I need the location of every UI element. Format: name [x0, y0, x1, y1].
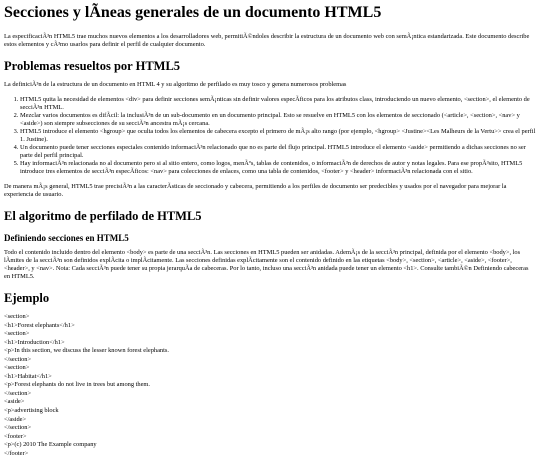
section-heading-problems: Problemas resueltos por HTML5 — [4, 59, 181, 73]
section-heading-algorithm: El algoritmo de perfilado de HTML5 — [4, 209, 202, 223]
problems-intro-paragraph: La definiciÃ³n de la estructura de un documento en HTML 4 y su algoritmo de perfilado es muy tosco y genera numerosos problemas — [4, 81, 347, 88]
problems-closing-paragraph: De manera mÃ¡s general, HTML5 trae precisiÃ³n a las caracterÃsticas de seccionado y cabecera, permitiendo a los perfiles de documento ser predecibles y usados por el navegador para mejorar la experiencia de usuario. — [4, 183, 507, 198]
list-item: 5. Hay informaciÃ³n relacionada no al documento pero si al sitio entero, como logos, menÃºs, tablas de contenidos, o informaciÃ³n de derechos de autor y notas legales. Para ese propÃ³sito, HTML5 introduce tres elementos de secciÃ³n especÃficos: <nav> para colecciones de enlaces, como una tabla de contenidos, <footer> y <header> informaciÃ³n relacionada con el sitio. — [20, 160, 536, 176]
page-title: Secciones y lÃneas generales de un documento HTML5 — [4, 4, 382, 21]
problems-list — [4, 96, 536, 176]
subheading-defining-sections: Definiendo secciones en HTML5 — [4, 233, 129, 243]
list-item: 4. Un documento puede tener secciones especiales contenido informaciÃ³n relacionado que no es parte del flujo principal. HTML5 introduce el elemento <aside> permitiendo a dichas secciones no ser parte del perfil principal. — [20, 144, 536, 160]
intro-paragraph: La especificaciÃ³n HTML5 trae muchos nuevos elementos a los desarrolladores web, permitiÃ©ndoles describir la estructura de un documento web con semÃ¡ntica estandarizada. Este documento describe estos elementos y cÃ³mo usarlos para definir el perfil de cualquier documento. — [4, 33, 530, 48]
list-item: 1. HTML5 quita la necesidad de elementos <div> para definir secciones semÃ¡nticas sin definir valores especÃficos para los atributos class, introduciendo un nuevo elemento, <section>, el elemento de secciÃ³n HTML. — [20, 96, 536, 112]
list-item: 3. HTML5 introduce el elemento <hgroup> que oculta todos los elementos de cabecera excepto el primero de mÃ¡s alto rango (por ejemplo, <hgroup> <Justine><Les Malheurs de la Vertu>> crea el perfil 1. Justine). — [20, 128, 536, 144]
list-item: 2. Mezclar varios documentos es difÃcil: la inclusiÃ³n de un sub-documento en un documento principal. Esto se resuelve en HTML5 con los elementos de seccionado (<article>, <section>, <nav> y <aside>) son siempre subsecciones de su secciÃ³n ancestra mÃ¡s cercana. — [20, 112, 536, 128]
example-code-block: <section> <h1>Forest elephants</h1> <section> <h1>Introduction</h1> <p>In this section, we discuss the lesser known forest elephants. </section> <section> <h1>Habitat</h1> <p>Forest elephants do not live in trees but among them. </section> <aside> <p>advertising block </aside> </section> <footer> <p>(c) 2010 The Example company </footer> — [4, 313, 169, 457]
defining-sections-paragraph: Todo el contenido incluido dentro del elemento <body> es parte de una secciÃ³n. Las secciones en HTML5 pueden ser anidadas. AdemÃ¡s de la secciÃ³n principal, definida por el elemento <body>, los lÃmites de la secciÃ³n son definidos explÃcita o implÃcitamente. Las secciones definidas explÃcitamente son el contenido definido en las etiquetas <body>, <section>, <article>, <aside>, <footer>, <header>, y <nav>. Nota: Cada secciÃ³n puede tener su propia jerarquÃa de cabeceras. Por lo tanto, incluso una secciÃ³n anidada puede tener un elemento <h1>. Consulte tambiÃ©n Definiendo cabeceras en HTML5. — [4, 249, 529, 280]
section-heading-example: Ejemplo — [4, 291, 50, 305]
